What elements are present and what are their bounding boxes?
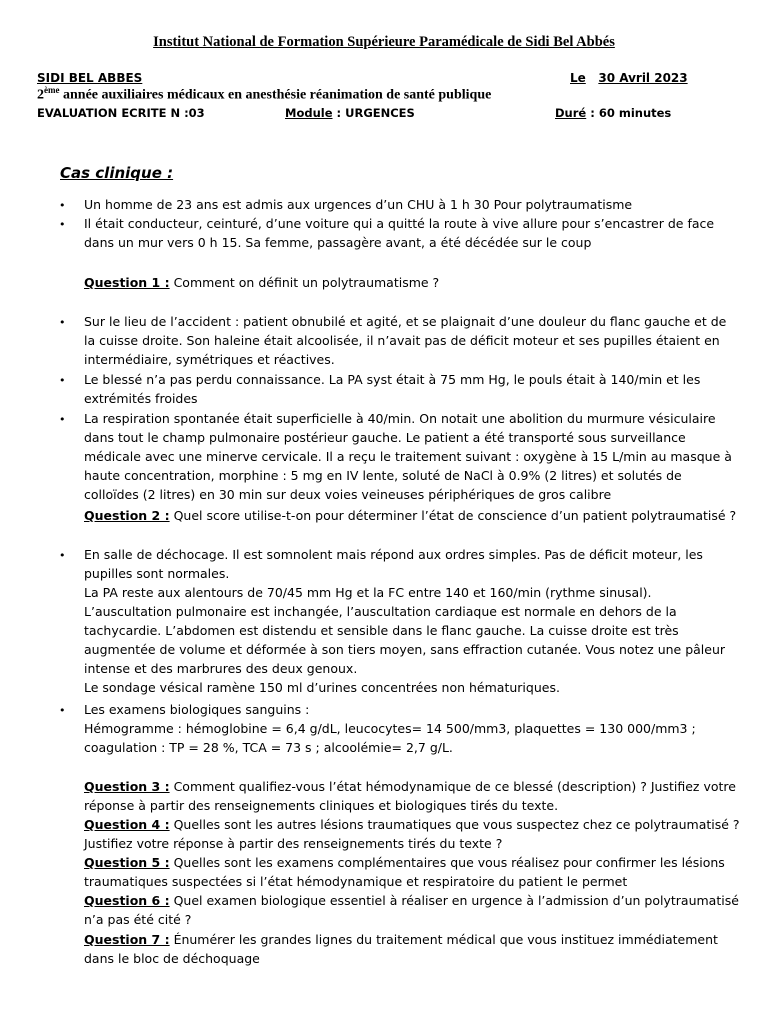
line-text: Comment qualifiez-vous l’état hémodynamique de ce blessé (description) ? Justifiez votre (169, 779, 736, 794)
text-line (84, 796, 558, 815)
line-text: intense et des marbrures des deux genoux. (84, 661, 358, 676)
bullet-icon: • (59, 218, 66, 231)
text-line (84, 428, 686, 447)
line-text: La PA reste aux alentours de 70/45 mm Hg et la FC entre 140 et 160/min (rythme sinusal). (84, 585, 652, 600)
line-text: dans tout le champ pulmonaire postérieur gauche. Le patient a été transporté sous surveillance (84, 430, 686, 445)
line-text: pupilles sont normales. (84, 566, 230, 581)
year-number: 2 (37, 87, 44, 103)
line-text: traumatiques suspectées si l’état hémodynamique et respiratoire du patient le permet (84, 874, 628, 889)
question-line (84, 891, 739, 910)
text-line (84, 312, 726, 331)
line-text: Quelles sont les examens complémentaires que vous réalisez pour confirmer les lésions (169, 855, 725, 870)
text-line (84, 485, 611, 504)
text-line (84, 910, 191, 929)
question-label: Question 2 : (84, 508, 170, 523)
module-info (285, 106, 415, 120)
line-text: Le blessé n’a pas perdu connaissance. La PA syst était à 75 mm Hg, le pouls était à 140/min et les (84, 372, 701, 387)
text-line (84, 834, 502, 853)
line-text: Les examens biologiques sanguins : (84, 702, 310, 717)
date-value: 30 Avril 2023 (598, 71, 688, 85)
line-text: extrémités froides (84, 391, 198, 406)
line-text: haute concentration, morphine : 5 mg en IV lente, soluté de NaCl à 0.9% (2 litres) et solutés de (84, 468, 682, 483)
line-text: Quelles sont les autres lésions traumatiques que vous suspectez chez ce polytraumatisé ? (169, 817, 740, 832)
line-text: Il était conducteur, ceinturé, d’une voiture qui a quitté la route à vive allure pour s’encastrer de face (84, 216, 715, 231)
section-title: Cas clinique : (60, 164, 174, 182)
line-text: la cuisse droite. Son haleine était alcoolisée, il n’avait pas de déficit moteur et ses pupilles étaient en (84, 333, 720, 348)
text-line (84, 872, 627, 891)
text-line (84, 659, 357, 678)
question-label: Question 7 : (84, 932, 170, 947)
bullet-icon: • (59, 374, 66, 387)
line-text: colloïdes (2 litres) en 30 min sur deux voies veineuses périphériques de gros calibre (84, 487, 612, 502)
city-label: SIDI BEL ABBES (37, 71, 143, 85)
duration-info (555, 106, 671, 120)
text-line (84, 640, 725, 659)
institute-title: Institut National de Formation Supérieure Paramédicale de Sidi Bel Abbés (153, 34, 615, 50)
line-text: Énumérer les grandes lignes du traitement médical que vous instituez immédiatement (169, 932, 718, 947)
line-text: En salle de déchocage. Il est somnolent mais répond aux ordres simples. Pas de déficit moteur, les (84, 547, 703, 562)
line-text: dans le bloc de déchoquage (84, 951, 260, 966)
text-line (84, 447, 732, 466)
program-line (37, 85, 491, 104)
evaluation-label: EVALUATION ECRITE N :03 (37, 106, 205, 120)
text-line (84, 389, 198, 408)
text-line (84, 621, 679, 640)
line-text: La respiration spontanée était superficielle à 40/min. On notait une abolition du murmure vésiculaire (84, 411, 716, 426)
duration-value: : 60 minutes (586, 106, 672, 120)
bullet-icon: • (59, 413, 66, 426)
question-line (84, 506, 736, 525)
line-text: tachycardie. L’abdomen est distendu et sensible dans le flanc gauche. La cuisse droite est très (84, 623, 679, 638)
text-line (84, 350, 335, 369)
question-label: Question 4 : (84, 817, 170, 832)
module-label: Module (285, 106, 333, 120)
text-line (84, 409, 716, 428)
line-text: coagulation : TP = 28 %, TCA = 73 s ; alcoolémie= 2,7 g/L. (84, 740, 453, 755)
text-line (84, 602, 677, 621)
line-text: Quel examen biologique essentiel à réaliser en urgence à l’admission d’un polytraumatisé (169, 893, 739, 908)
question-label: Question 6 : (84, 893, 170, 908)
bullet-icon: • (59, 316, 66, 329)
bullet-icon: • (59, 704, 66, 717)
duration-label: Duré (555, 106, 587, 120)
line-text: médicale avec une minerve cervicale. Il a reçu le traitement suivant : oxygène à 15 L/min au masque à (84, 449, 732, 464)
bullet-icon: • (59, 549, 66, 562)
bullet-icon: • (59, 199, 66, 212)
text-line (84, 583, 652, 602)
text-line (84, 700, 309, 719)
line-text: dans un mur vers 0 h 15. Sa femme, passagère avant, a été décédée sur le coup (84, 235, 592, 250)
text-line (84, 233, 591, 252)
line-text: Quel score utilise-t-on pour déterminer l’état de conscience d’un patient polytraumatisé ? (169, 508, 737, 523)
text-line (84, 949, 260, 968)
question-line (84, 853, 725, 872)
line-text: réponse à partir des renseignements cliniques et biologiques tirés du texte. (84, 798, 559, 813)
line-text: Comment on définit un polytraumatisme ? (169, 275, 440, 290)
text-line (84, 738, 453, 757)
line-text: augmentée de volume et déformée à son tiers moyen, sans effraction cutanée. Vous notez une pâleur (84, 642, 726, 657)
question-line (84, 273, 439, 292)
year-superscript: ème (44, 85, 60, 95)
program-name: année auxiliaires médicaux en anesthésie réanimation de santé publique (59, 87, 492, 103)
text-line (84, 466, 682, 485)
line-text: Le sondage vésical ramène 150 ml d’urines concentrées non hématuriques. (84, 680, 560, 695)
exam-date (570, 71, 688, 85)
question-label: Question 3 : (84, 779, 170, 794)
line-text: n’a pas été cité ? (84, 912, 192, 927)
question-line (84, 777, 736, 796)
line-text: L’auscultation pulmonaire est inchangée, l’auscultation cardiaque est normale en dehors de la (84, 604, 677, 619)
date-prefix: Le (570, 71, 586, 85)
text-line (84, 331, 720, 350)
line-text: intermédiaire, symétriques et réactives. (84, 352, 335, 367)
text-line (84, 195, 632, 214)
text-line (84, 719, 696, 738)
text-line (84, 214, 714, 233)
question-label: Question 1 : (84, 275, 170, 290)
question-line (84, 930, 718, 949)
question-line (84, 815, 740, 834)
module-value: : URGENCES (332, 106, 415, 120)
line-text: Justifiez votre réponse à partir des renseignements tirés du texte ? (84, 836, 503, 851)
line-text: Hémogramme : hémoglobine = 6,4 g/dL, leucocytes= 14 500/mm3, plaquettes = 130 000/mm3 ; (84, 721, 696, 736)
text-line (84, 564, 229, 583)
text-line (84, 370, 700, 389)
line-text: Un homme de 23 ans est admis aux urgences d’un CHU à 1 h 30 Pour polytraumatisme (84, 197, 633, 212)
question-label: Question 5 : (84, 855, 170, 870)
line-text: Sur le lieu de l’accident : patient obnubilé et agité, et se plaignait d’une douleur du flanc gauche et de (84, 314, 727, 329)
text-line (84, 545, 703, 564)
text-line (84, 678, 560, 697)
